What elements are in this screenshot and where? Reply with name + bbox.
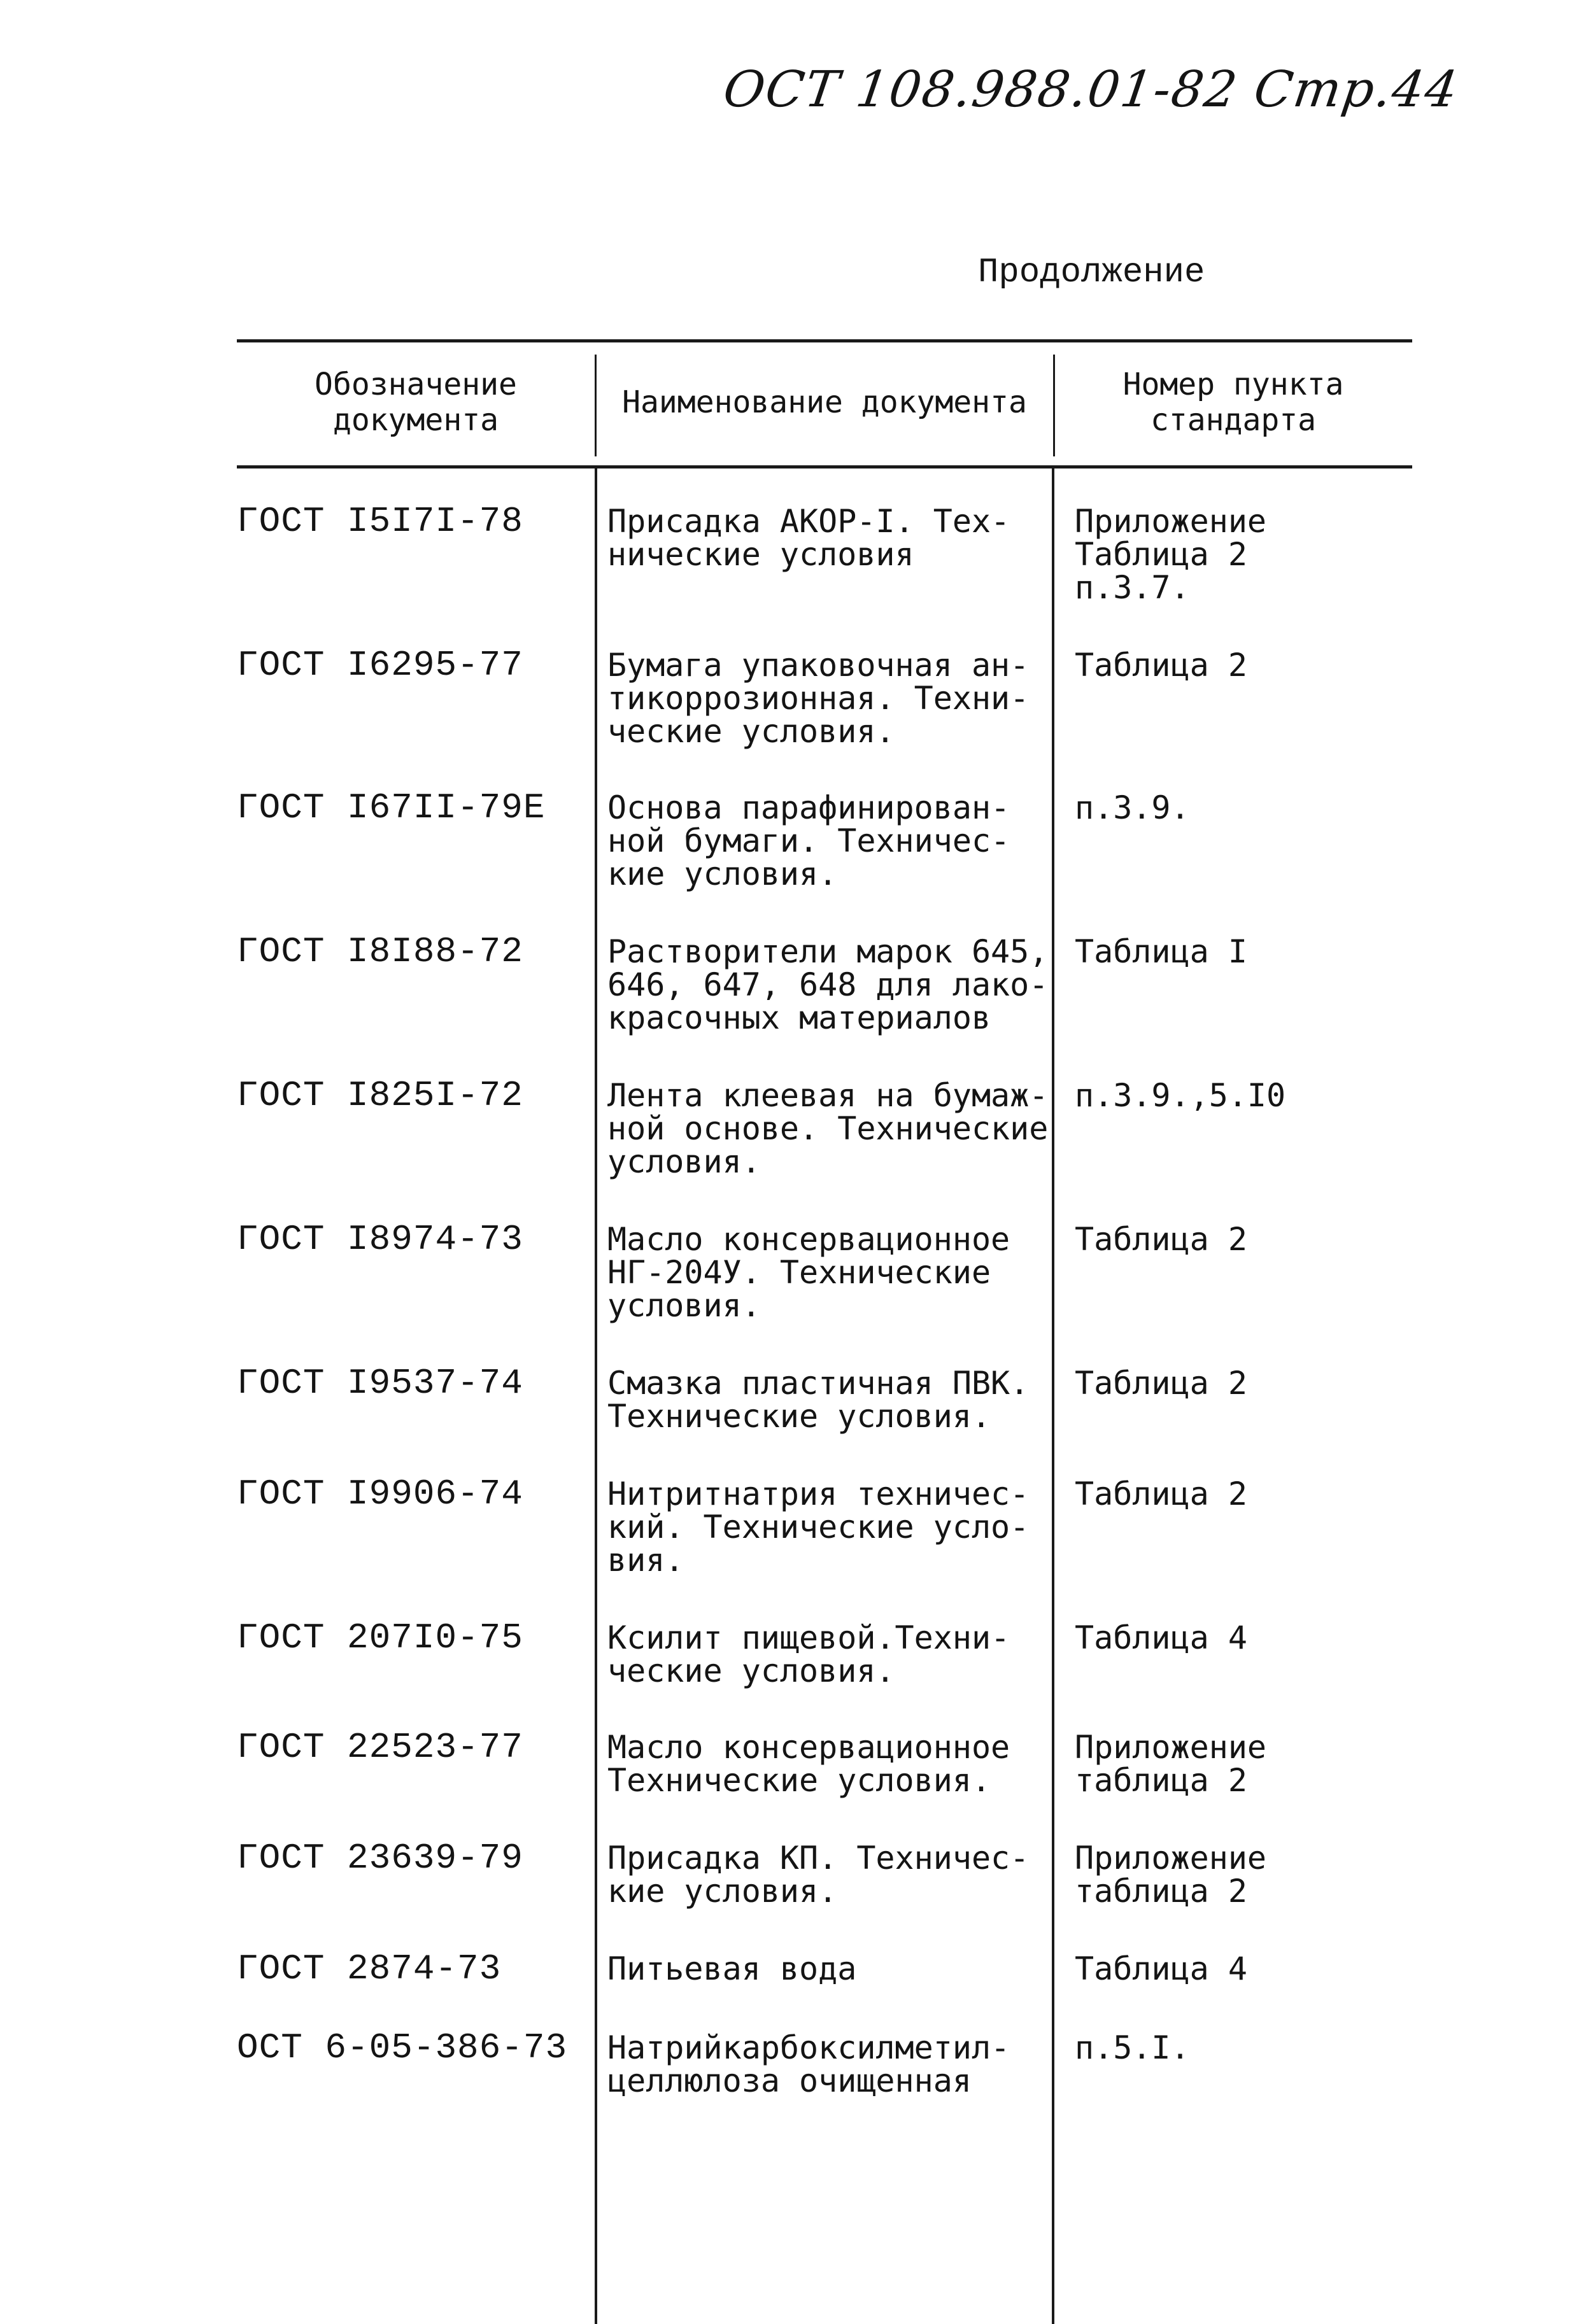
- document-name: Масло консервационное Технические условия.: [607, 1729, 1010, 1799]
- clause-number: Таблица 4: [1075, 1619, 1247, 1656]
- document-name: Присадка АКОР-I. Тех- нические условия: [607, 503, 1010, 573]
- continuation-label: Продолжение: [978, 253, 1205, 292]
- table-row: [237, 2027, 1412, 2108]
- clause-number: п.5.I.: [1075, 2029, 1190, 2066]
- clause-number: п.3.9.: [1075, 789, 1190, 826]
- table-row: [237, 1838, 1412, 1952]
- clause-number: Приложение таблица 2: [1075, 1840, 1267, 1910]
- table-row: [237, 1617, 1412, 1731]
- document-name: Масло консервационное НГ-204У. Технические условия.: [607, 1221, 1010, 1324]
- table-row: [237, 1727, 1412, 1842]
- document-designation: ГОСТ 22523-77: [237, 1727, 523, 1768]
- clause-number: Таблица 4: [1075, 1950, 1247, 1987]
- header-bottom-rule: [237, 465, 1412, 468]
- document-name: Растворители марок 645, 646, 647, 648 для лако- красочных материалов: [607, 933, 1049, 1036]
- table-row: [237, 1948, 1412, 2031]
- document-designation: ГОСТ 23639-79: [237, 1838, 523, 1878]
- document-designation: ГОСТ 2874-73: [237, 1948, 502, 1989]
- page-reference: ОСТ 108.988.01-82 Стр.44: [719, 61, 1462, 118]
- document-designation: ГОСТ I6295-77: [237, 645, 523, 686]
- document-designation: ОСТ 6-05-386-73: [237, 2027, 568, 2068]
- document-name: Питьевая вода: [607, 1950, 857, 1987]
- document-designation: ГОСТ I8I88-72: [237, 931, 523, 972]
- document-designation: ГОСТ 207I0-75: [237, 1617, 523, 1658]
- clause-number: Таблица 2: [1075, 1221, 1247, 1258]
- document-name: Ксилит пищевой.Техни- ческие условия.: [607, 1619, 1010, 1689]
- clause-number: Приложение таблица 2: [1075, 1729, 1267, 1799]
- clause-number: Таблица 2: [1075, 1365, 1247, 1402]
- document-name: Нитритнатрия техничес- кий. Технические усло- вия.: [607, 1475, 1030, 1579]
- document-name: Смазка пластичная ПВК. Технические условия.: [607, 1365, 1030, 1435]
- header-divider: [595, 355, 597, 456]
- table-row: [237, 787, 1412, 935]
- clause-number: Таблица 2: [1075, 647, 1247, 684]
- document-name: Натрийкарбоксилметил- целлюлоза очищенная: [607, 2029, 1010, 2099]
- document-name: Основа парафинирован- ной бумаги. Техничес- кие условия.: [607, 789, 1010, 892]
- document-name: Присадка КП. Техничес- кие условия.: [607, 1840, 1030, 1910]
- document-designation: ГОСТ I825I-72: [237, 1075, 523, 1116]
- column-header-clause-number: Номер пункта стандарта: [1122, 367, 1344, 438]
- document-designation: ГОСТ I5I7I-78: [237, 501, 523, 542]
- document-designation: ГОСТ I9906-74: [237, 1474, 523, 1514]
- document-name: Лента клеевая на бумаж- ной основе. Технические условия.: [607, 1077, 1049, 1180]
- table-body: [237, 501, 1412, 2108]
- clause-number: Таблица I: [1075, 933, 1247, 970]
- document-name: Бумага упаковочная ан- тикоррозионная. Техни- ческие условия.: [607, 647, 1030, 750]
- table-row: [237, 1363, 1412, 1477]
- table-row: [237, 1474, 1412, 1621]
- document-designation: ГОСТ I67II-79Е: [237, 787, 546, 828]
- table-row: [237, 501, 1412, 649]
- column-header-designation: Обозначение документа: [315, 367, 517, 438]
- table-row: [237, 1075, 1412, 1223]
- table-row: [237, 645, 1412, 791]
- clause-number: Приложение Таблица 2 п.3.7.: [1075, 503, 1267, 606]
- column-header-document-name: Наименование документа: [622, 384, 1027, 420]
- table-row: [237, 931, 1412, 1079]
- clause-number: п.3.9.,5.I0: [1075, 1077, 1286, 1114]
- document-designation: ГОСТ I9537-74: [237, 1363, 523, 1404]
- document-designation: ГОСТ I8974-73: [237, 1219, 523, 1260]
- clause-number: Таблица 2: [1075, 1475, 1247, 1512]
- table-row: [237, 1219, 1412, 1367]
